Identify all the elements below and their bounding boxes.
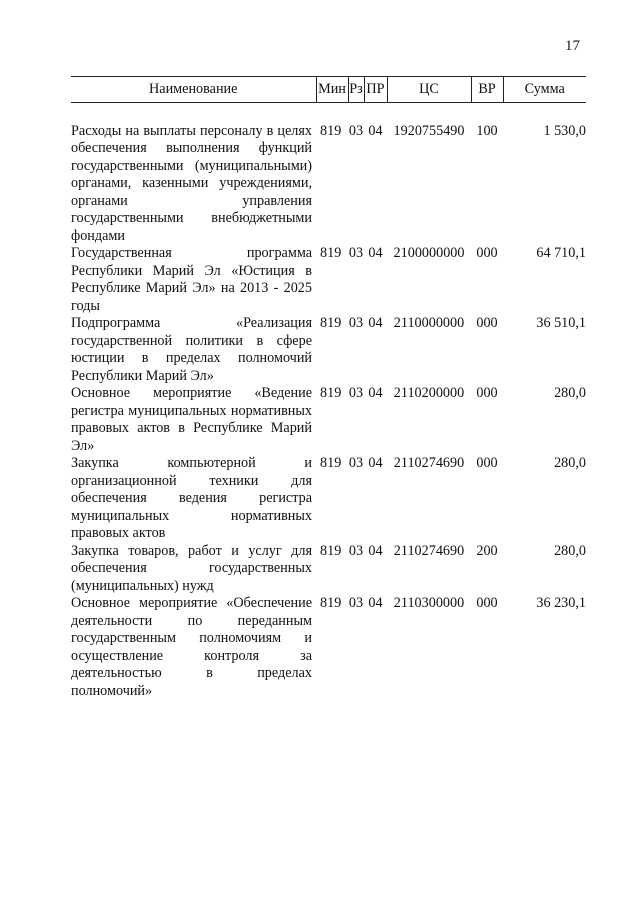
row-sum: 36 230,1 (536, 595, 586, 611)
row-vr: 000 (476, 455, 498, 471)
header-vr: ВР (471, 77, 503, 103)
row-name: Закупка компьютерной и организационной техники для обеспечения ведения регистра муниципальных нормативных правовых актов (71, 455, 312, 541)
table-row (71, 455, 586, 543)
row-cs: 2110000000 (393, 315, 465, 331)
row-cs: 2110274690 (393, 542, 465, 559)
row-sum: 1 530,0 (543, 122, 586, 139)
row-name: Расходы на выплаты персоналу в целях обеспечения выполнения функций государственными (муниципальными) органами, казенными учреждениями, органами управления государственными внебюджетными фондами (71, 122, 312, 244)
row-name: Закупка товаров, работ и услуг для обеспечения государственных (муниципальных) нужд (71, 542, 312, 594)
table-row (71, 315, 586, 385)
header-rz: Рз (348, 77, 364, 103)
row-sum: 64 710,1 (536, 245, 586, 261)
row-rz: 03 (348, 315, 364, 331)
row-cs: 2110200000 (393, 385, 465, 401)
row-pr: 04 (368, 122, 383, 139)
row-min: 819 (320, 595, 342, 611)
row-vr: 000 (476, 595, 498, 611)
row-pr: 04 (368, 455, 383, 471)
table-header (71, 77, 586, 103)
row-min: 819 (320, 455, 342, 471)
row-cs: 2100000000 (393, 245, 465, 261)
row-min: 819 (320, 245, 342, 261)
row-cs: 1920755490 (393, 122, 465, 139)
row-pr: 04 (368, 542, 383, 559)
row-pr: 04 (368, 245, 383, 261)
row-min: 819 (320, 385, 342, 401)
row-rz: 03 (348, 122, 364, 139)
row-min: 819 (320, 122, 342, 139)
budget-table (71, 76, 586, 700)
header-name: Наименование (71, 77, 316, 103)
row-name: Государственная программа Республики Марий Эл «Юстиция в Республике Марий Эл» на 2013 - 2025 годы (71, 245, 312, 314)
row-min: 819 (320, 315, 342, 331)
page-number: 17 (565, 38, 580, 54)
table-row (71, 543, 586, 596)
header-spacer (71, 102, 586, 123)
row-vr: 100 (476, 122, 498, 139)
row-rz: 03 (348, 385, 364, 401)
row-sum: 280,0 (554, 455, 586, 471)
row-min: 819 (320, 542, 342, 559)
header-sum: Сумма (503, 77, 586, 103)
row-name: Основное мероприятие «Обеспечение деятельности по переданным государственным полномочиям и осуществление контроля за деятельностью в пределах полномочий» (71, 595, 312, 699)
row-name: Основное мероприятие «Ведение регистра муниципальных нормативных правовых актов в Республике Марий Эл» (71, 385, 312, 454)
table-row (71, 385, 586, 455)
row-name: Подпрограмма «Реализация государственной политики в сфере юстиции в пределах полномочий Республики Марий Эл» (71, 315, 312, 384)
row-vr: 000 (476, 385, 498, 401)
row-vr: 200 (476, 542, 498, 559)
row-pr: 04 (368, 595, 383, 611)
row-pr: 04 (368, 385, 383, 401)
table-row (71, 123, 586, 246)
row-vr: 000 (476, 315, 498, 331)
row-pr: 04 (368, 315, 383, 331)
header-pr: ПР (364, 77, 387, 103)
table-row (71, 595, 586, 700)
row-sum: 36 510,1 (536, 315, 586, 331)
row-rz: 03 (348, 245, 364, 261)
row-rz: 03 (348, 542, 364, 559)
table-row (71, 245, 586, 315)
header-min: Мин (316, 77, 348, 103)
row-sum: 280,0 (554, 385, 586, 401)
row-rz: 03 (348, 455, 364, 471)
row-cs: 2110300000 (393, 595, 465, 611)
row-cs: 2110274690 (393, 455, 465, 471)
row-vr: 000 (476, 245, 498, 261)
row-rz: 03 (348, 595, 364, 611)
header-cs: ЦС (387, 77, 471, 103)
row-sum: 280,0 (554, 542, 586, 559)
